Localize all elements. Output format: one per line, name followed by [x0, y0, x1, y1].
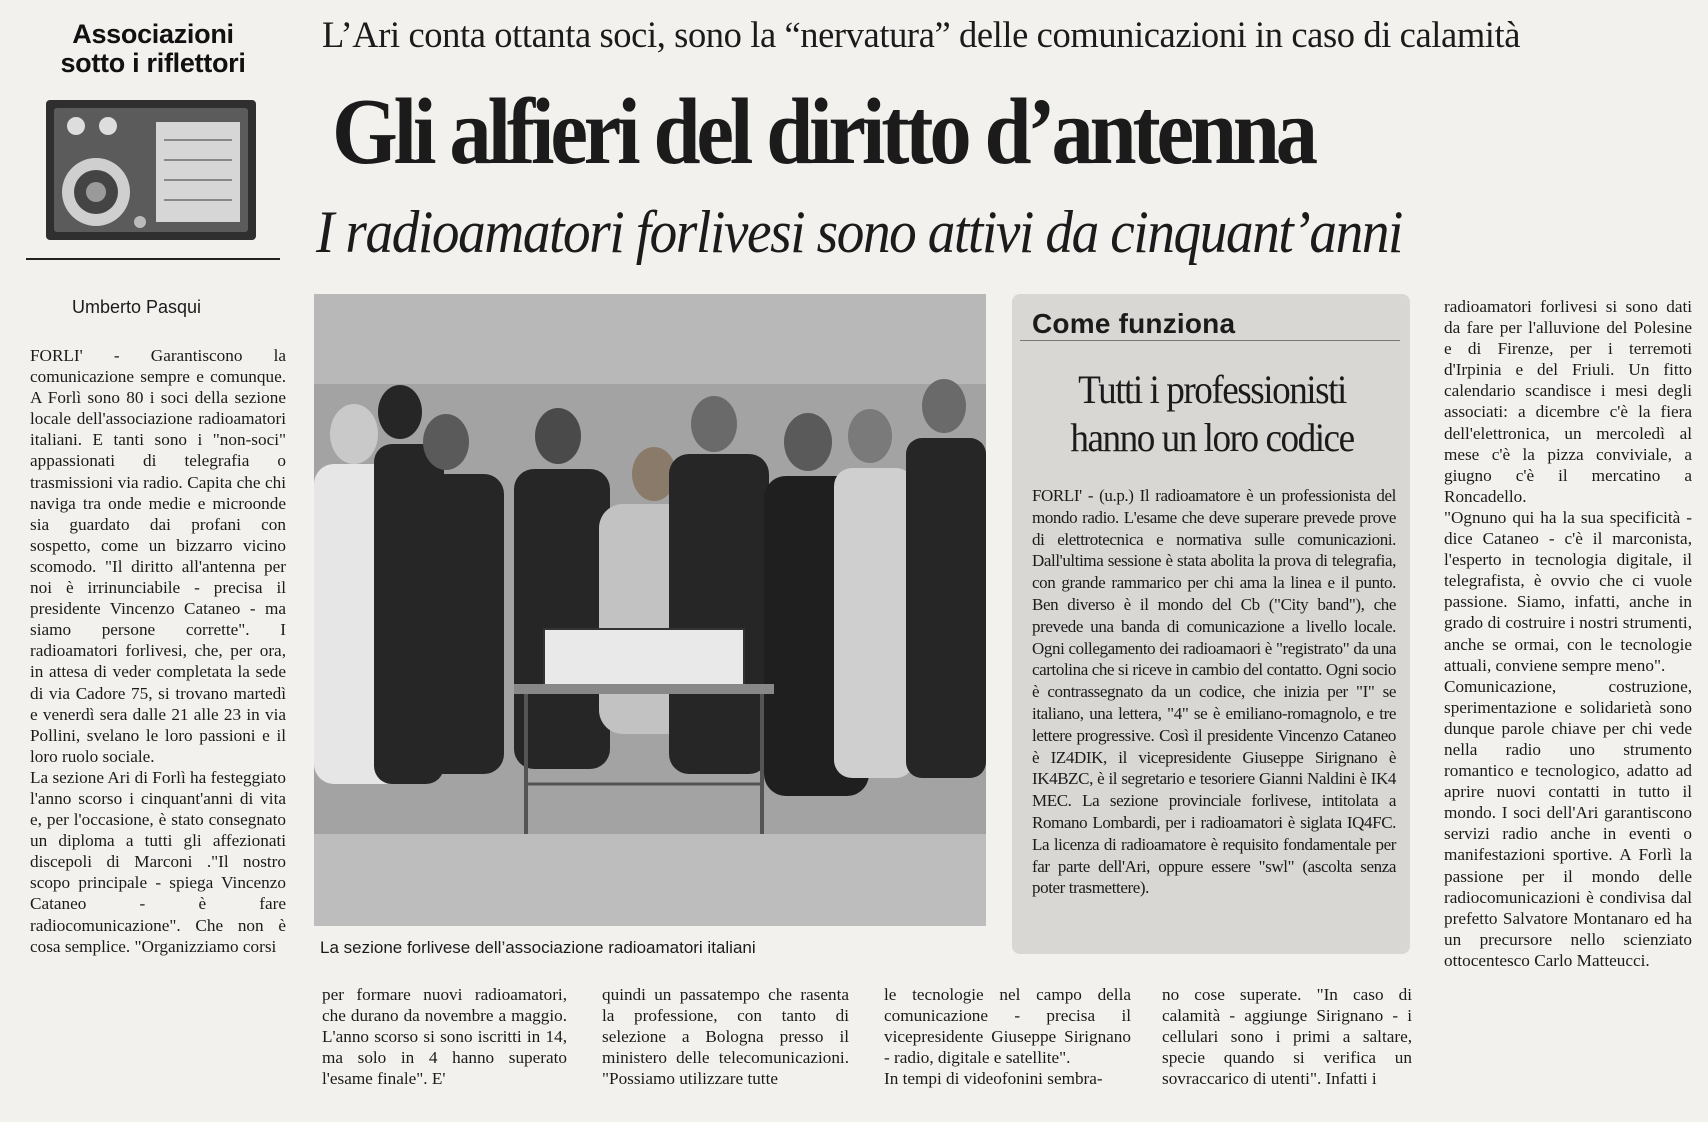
- column-4-paragraph-2: In tempi di videofonini sembra-: [884, 1069, 1103, 1089]
- sidebar-body: [1032, 485, 1396, 899]
- article-column-3: [602, 984, 849, 1089]
- headline: Gli alfieri del diritto d’antenna: [332, 80, 1314, 184]
- article-column-6: [1444, 296, 1692, 971]
- sidebar-body-text: FORLI' - (u.p.) Il radioamatore è un professionista del mondo radio. L'esame che deve superare prevede prove di elettrotecnica e normativa sulle comunicazioni. Dall'ultima sessione è stata abolita la prova di telegrafia, con grande rammarico per chi ama la linea e il punto. Ben diverso è il mondo del Cb ("City band"), che prevede una banda di comunicazione a livello locale. Ogni collegamento dei radioamaori è "registrato" da una cartolina che si riceve in cambio del contatto. Ogni socio è contrassegnato da un codice, che inizia per "I" se italiano, una lettera, "4" se è emiliano-romagnolo, e tre lettere progressive. Così il presidente Vincenzo Cataneo è IZ4DIK, il vicepresidente Giuseppe Sirignano è IK4BZC, è il segretario e tesoriere Gianni Naldini è IK4 MEC. La sezione provinciale forlivese, intitolata a Romano Lombardi, per i radioamatori è siglata IQ4FC. La licenza di radioamatore è requisito fondamentale per far parte dell'Ari, oppure essere "swl" (ascolta senza poter trasmettere).: [1032, 486, 1396, 898]
- radio-thumbnail-image: [46, 100, 256, 240]
- group-photo: [314, 294, 986, 926]
- section-label-line2: sotto i riflettori: [60, 48, 246, 78]
- sidebar-title: Come funziona: [1032, 308, 1236, 339]
- column-4-paragraph-1: le tecnologie nel campo della comunicazione - precisa il vicepresidente Giuseppe Sirignano - radio, digitale e satellite".: [884, 985, 1131, 1068]
- column-6-paragraph-2: "Ognuno qui ha la sua specificità - dice Cataneo - c'è il marconista, l'esperto in tecnologia digitale, il telegrafista, è ovvio che ci vuole passione. Siamo, infatti, anche in grado di costruire i nostri strumenti, anche se ormai, con le tecnologie attuali, conviene sempre meno".: [1444, 507, 1692, 675]
- column-6-paragraph-3: Comunicazione, costruzione, sperimentazione e solidarietà sono dunque parole chiave per chi vede nella radio uno strumento romantico e tecnologico, adatto ad aprire nuovi contatti in tutto il mondo. I soci dell'Ari garantiscono servizi radio anche in eventi o manifestazioni sportive. A Forlì la passione per il mondo delle radiocomunicazioni è condivisa dal prefetto Salvatore Montanaro ed ha un precursore nello scienziato ottocentesco Carlo Matteucci.: [1444, 676, 1692, 970]
- group-photo-image: [314, 294, 986, 926]
- column-1-paragraph-1: FORLI' - Garantiscono la comunicazione sempre e comunque. A Forlì sono 80 i soci della sezione locale dell'associazione radioamatori italiani. E tanti sono i "non-soci" appassionati di telegrafia o trasmissioni via radio. Capita che chi naviga tra onde medie e microonde sia guardato dai profani con sospetto, come un bizzarro vicino scomodo. "Il diritto all'antenna per noi è irrinunciabile - precisa il presidente Vincenzo Cataneo - ma siamo persone corrette". I radioamatori forlivesi, che, per ora, in attesa di veder completata la sede di via Cadore 75, si trovano martedì e venerdì sera dalle 21 alle 23 in via Pollini, svelano le loro passioni e il loro ruolo sociale.: [30, 346, 286, 766]
- section-label-line1: Associazioni: [72, 19, 234, 49]
- article-column-1: [30, 345, 286, 957]
- subheadline: I radioamatori forlivesi sono attivi da cinquant’anni: [316, 199, 1403, 265]
- section-divider: [26, 258, 280, 260]
- column-2-paragraph: per formare nuovi radioamatori, che durano da novembre a maggio. L'anno scorso si sono iscritti in 14, ma solo in 4 hanno superato l'esame finale". E': [322, 985, 567, 1089]
- kicker: L’Ari conta ottanta soci, sono la “nervatura” delle comunicazioni in caso di calamità: [322, 14, 1521, 55]
- column-6-paragraph-1: radioamatori forlivesi si sono dati da fare per l'alluvione del Polesine e di Firenze, per i terremoti d'Irpinia e del Friuli. Un fitto calendario scandisce i mesi degli associati: a dicembre c'è la fiera dell'elettronica, un mercoledì al mese c'è la pizza conviviale, a giugno c'è il mercatino a Roncadello.: [1444, 297, 1692, 506]
- column-5-paragraph: no cose superate. "In caso di calamità - aggiunge Sirignano - i cellulari sono i primi a saltare, specie quando si verifica un sovraccarico di utenti". Infatti i: [1162, 985, 1412, 1089]
- sidebar-headline: [1035, 366, 1388, 462]
- section-box: [26, 20, 280, 260]
- sidebar-headline-line1: Tutti i professionisti: [1078, 367, 1346, 412]
- radio-device-icon: [46, 100, 256, 240]
- article-column-2: [322, 984, 567, 1089]
- sidebar-headline-line2: hanno un loro codice: [1070, 415, 1354, 460]
- article-column-4: [884, 984, 1131, 1089]
- photo-caption: La sezione forlivese dell’associazione radioamatori italiani: [320, 938, 756, 957]
- byline: Umberto Pasqui: [72, 297, 202, 317]
- article-column-5: [1162, 984, 1412, 1089]
- column-3-paragraph: quindi un passatempo che rasenta la professione, con tanto di selezione a Bologna presso il ministero delle telecomunicazioni. "Possiamo utilizzare tutte: [602, 985, 849, 1089]
- sidebar-divider: [1020, 340, 1400, 341]
- column-1-paragraph-2: La sezione Ari di Forlì ha festeggiato l'anno scorso i cinquant'anni di vita e, per l'occasione, è stato consegnato un diploma a tutti gli affezionati discepoli di Marconi ."Il nostro scopo principale - spiega Vincenzo Cataneo - è fare radiocomunicazione". Che non è cosa semplice. "Organizziamo corsi: [30, 767, 286, 956]
